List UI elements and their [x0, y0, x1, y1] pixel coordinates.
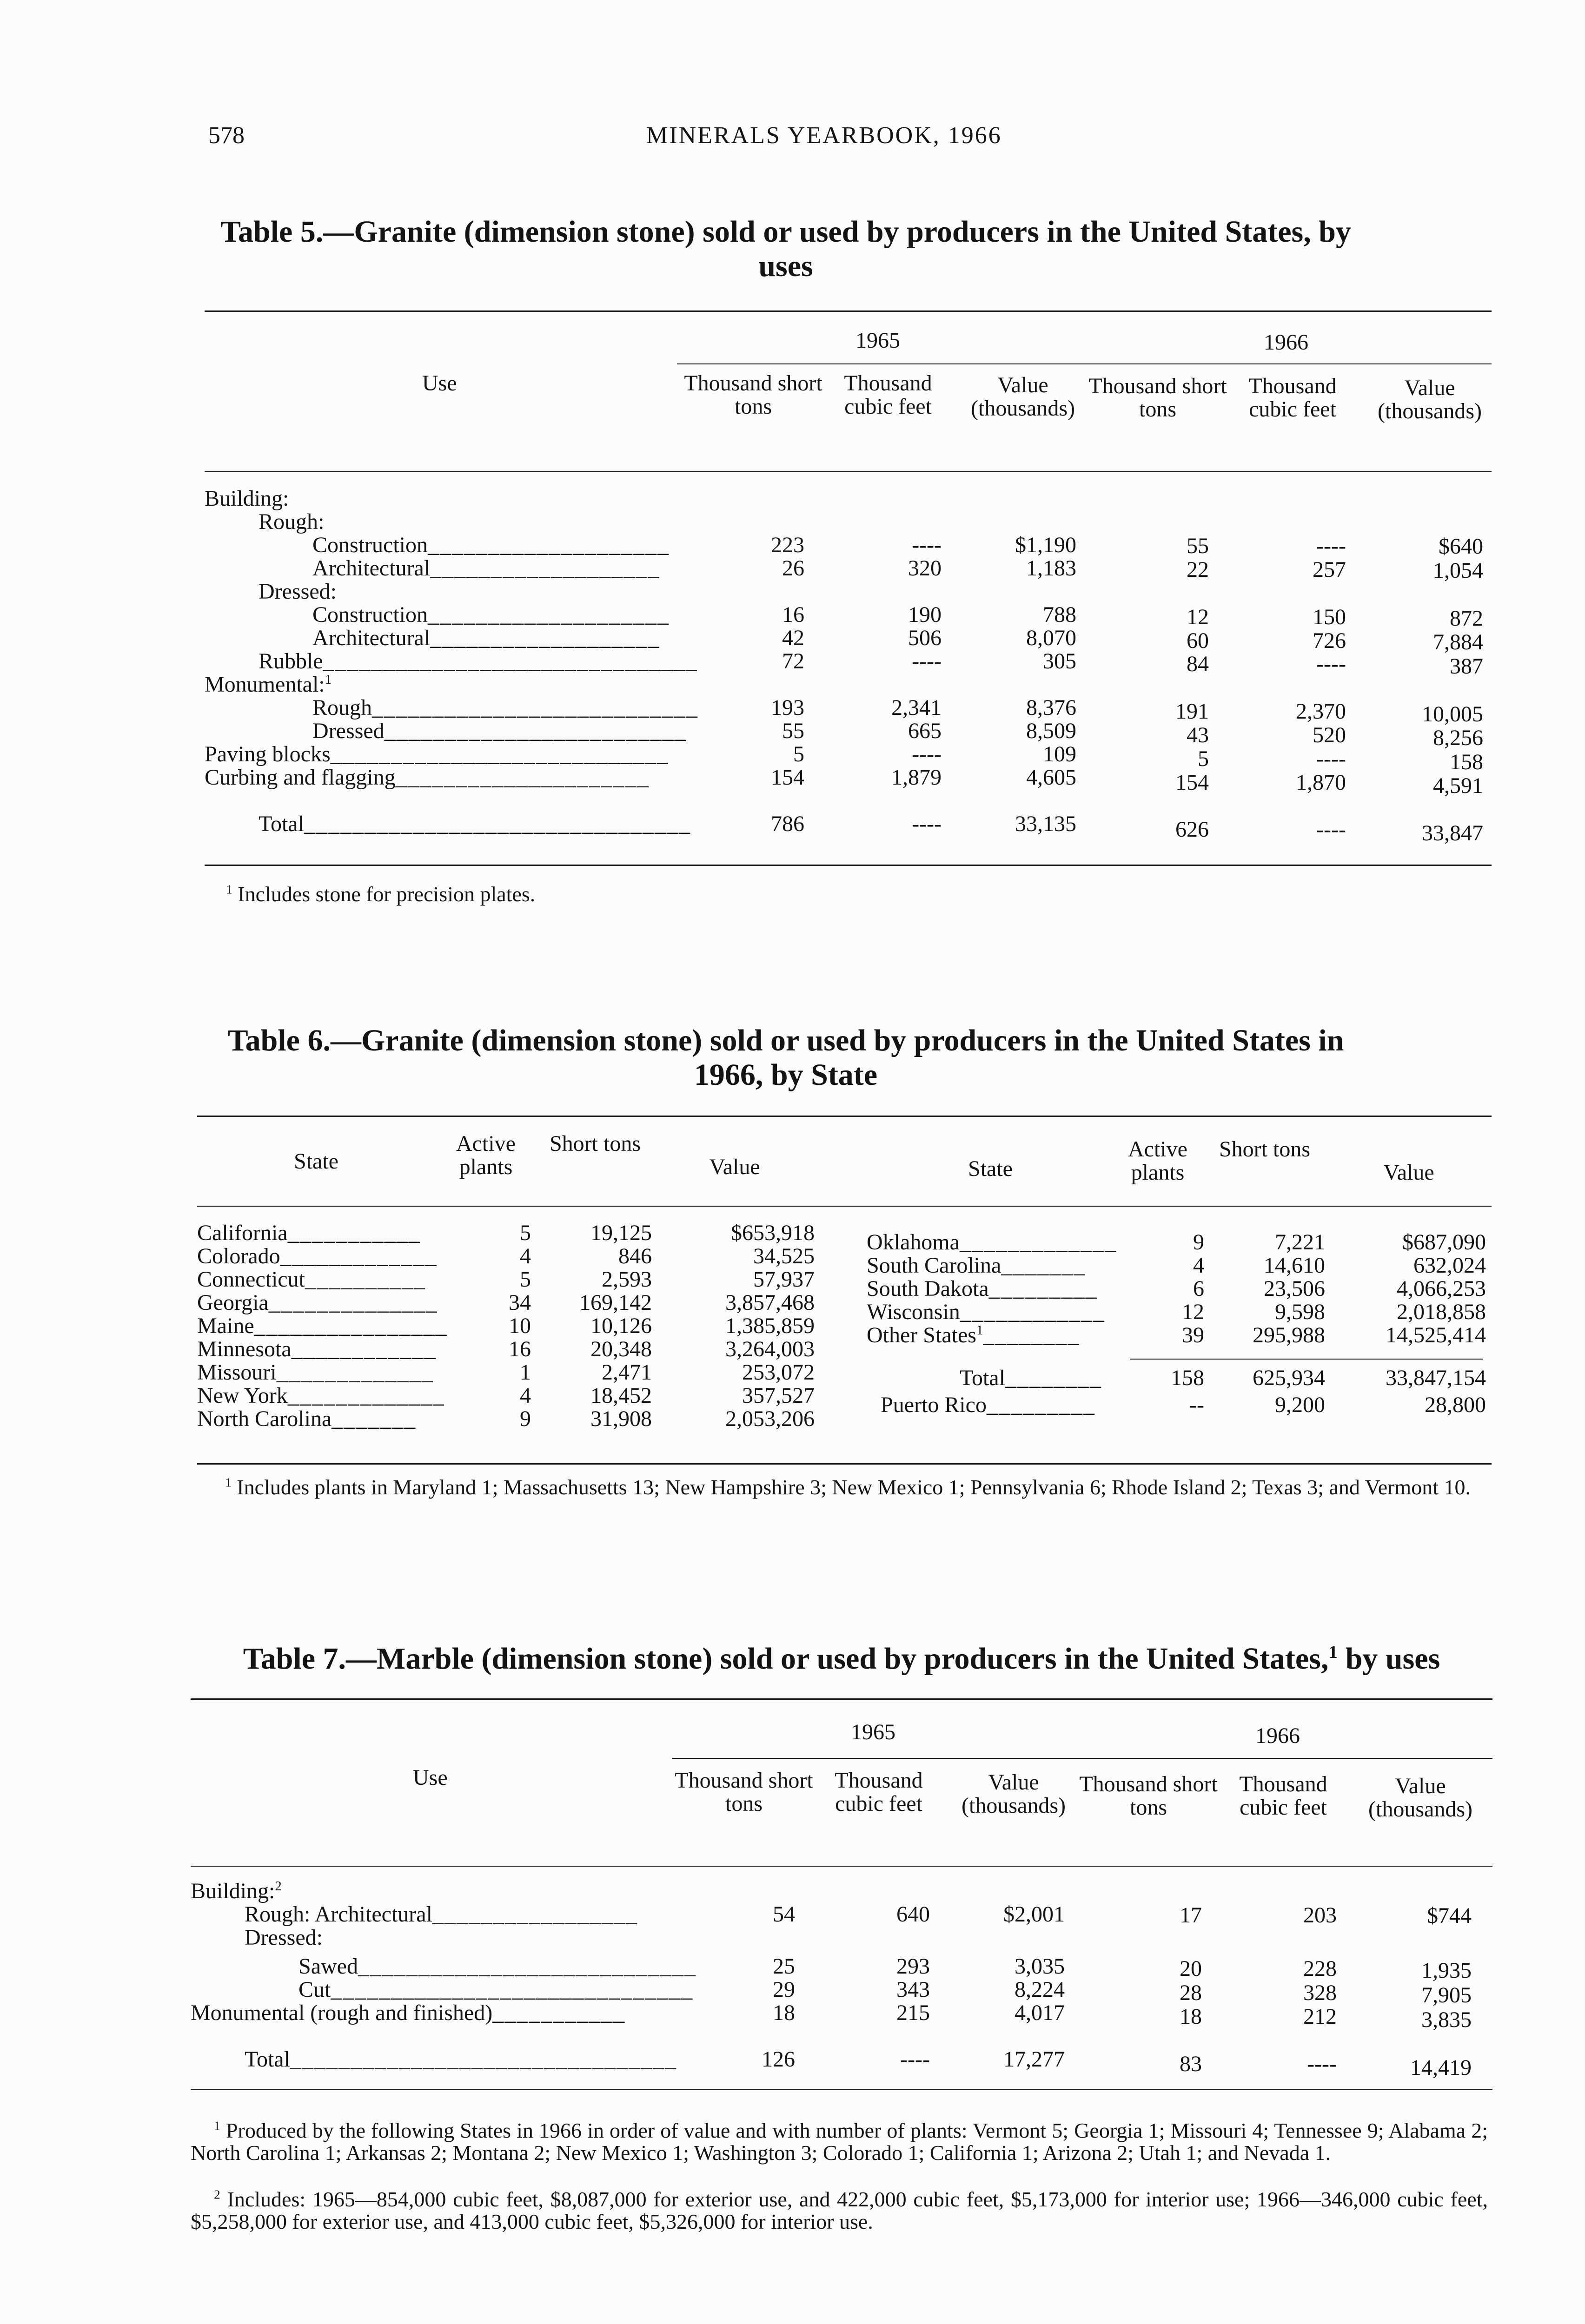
- table7-cell: $744: [1427, 1903, 1472, 1928]
- table5-cell: 22: [1187, 557, 1209, 582]
- table6-cell: 3,264,003: [725, 1337, 815, 1361]
- table7-cell: 4,017: [1015, 2000, 1065, 2025]
- table7-cell: 20: [1180, 1956, 1202, 1981]
- dot-leader: ___________________________: [372, 695, 699, 720]
- row-label-text: Cut: [298, 1977, 331, 2002]
- table6-cell: 1: [520, 1360, 531, 1385]
- table6-cell: 10,126: [590, 1314, 652, 1338]
- table5-cell: $640: [1439, 534, 1483, 559]
- table7-row-label: [245, 2048, 677, 2071]
- table7-cell: 126: [762, 2047, 795, 2072]
- dot-leader: ____________________________: [330, 742, 669, 766]
- table7-col-header: Thousand cubic feet: [1239, 1772, 1327, 1820]
- state-name: Oklahoma: [867, 1230, 960, 1254]
- row-label-text: Monumental:: [205, 672, 325, 697]
- dot-leader: _____________: [276, 1360, 434, 1385]
- footnote-marker: 1: [226, 882, 232, 897]
- table5-cell: 8,376: [1026, 695, 1076, 720]
- table7-cell: 7,905: [1421, 1983, 1472, 2007]
- table5-cell: 4,591: [1433, 773, 1483, 799]
- row-label-text: Sawed: [298, 1954, 358, 1979]
- footnote-marker: 1: [325, 672, 332, 687]
- table6-col-header: Value: [1383, 1160, 1434, 1185]
- table5-cell: 10,005: [1422, 701, 1483, 726]
- table6-cell: 6: [1193, 1276, 1204, 1301]
- footnote-marker: 2: [214, 2187, 220, 2202]
- table5-footnote: [226, 883, 535, 905]
- table7-cell: 343: [896, 1977, 930, 2002]
- table7-year-1966: 1966: [1255, 1723, 1300, 1748]
- table5-cell: ----: [912, 533, 942, 557]
- table6-cell: 34,525: [753, 1244, 815, 1268]
- table5-top-rule: [205, 310, 1492, 312]
- table5-cell: 626: [1175, 817, 1209, 842]
- state-name: Minnesota: [197, 1337, 292, 1361]
- table7-stub-header: Use: [413, 1765, 448, 1790]
- row-label-text: Curbing and flagging: [205, 765, 396, 790]
- dot-leader: ____________: [960, 1300, 1105, 1324]
- table5-cell: 190: [908, 602, 942, 627]
- table6-cell: 2,593: [602, 1267, 652, 1292]
- row-label-text: Construction: [312, 602, 428, 627]
- table6-cell: 39: [1182, 1323, 1204, 1347]
- table5-cell: 55: [782, 719, 804, 743]
- table5-cell: 154: [771, 765, 804, 790]
- state-name: New York: [197, 1383, 288, 1408]
- state-name: California: [197, 1221, 288, 1245]
- table7-cell: 18: [773, 2000, 795, 2025]
- table5-cell: 193: [771, 695, 804, 720]
- dot-leader: ________: [983, 1323, 1080, 1347]
- dot-leader: ___________________: [430, 556, 660, 581]
- table7-row-label: [191, 2001, 625, 2025]
- table5-cell: 665: [908, 719, 942, 743]
- row-label-text: Architectural: [312, 556, 431, 581]
- table6-cell: 2,018,858: [1397, 1300, 1486, 1324]
- dot-leader: ______________________________: [331, 1977, 694, 2002]
- state-name: Colorado: [197, 1244, 280, 1268]
- table7-cell: ----: [900, 2047, 930, 2072]
- table6-cell: 9,200: [1275, 1393, 1325, 1417]
- table7-cell: 28: [1180, 1980, 1202, 2005]
- table6-cell: 625,934: [1253, 1366, 1325, 1390]
- footnote-marker: 1: [1328, 1642, 1338, 1662]
- table6-cell: 253,072: [742, 1360, 815, 1385]
- table5-row-label: [205, 743, 669, 766]
- table7-row-label: [298, 1978, 693, 2001]
- dot-leader: __________: [305, 1267, 426, 1292]
- table5-cell: 8,070: [1026, 626, 1076, 650]
- table5-row-label: [312, 603, 670, 627]
- table6-cell: 158: [1171, 1366, 1204, 1390]
- table7-col-header: Value (thousands): [1368, 1774, 1472, 1822]
- table6-header-rule: [197, 1206, 1492, 1207]
- table5-year-rule: [677, 363, 1492, 364]
- table6-col-header: Short tons: [1219, 1137, 1311, 1162]
- row-label-text: Rubble: [259, 649, 323, 673]
- dot-leader: ____________________________: [358, 1954, 696, 1979]
- table7-cell: 1,935: [1421, 1958, 1472, 1983]
- table6-cell: $687,090: [1402, 1230, 1486, 1254]
- table6-cell: 1,385,859: [725, 1314, 815, 1338]
- table5-row-label: [205, 766, 650, 789]
- table6-cell: 34: [509, 1290, 531, 1315]
- table6-cell: 20,348: [590, 1337, 652, 1361]
- footnote-marker: 1: [214, 2118, 220, 2133]
- table7-header-rule: [191, 1866, 1492, 1867]
- table5-cell: 786: [771, 812, 804, 836]
- row-label-text: Dressed: [312, 719, 385, 743]
- table7-top-rule: [191, 1698, 1492, 1700]
- table7-footnote-1: [191, 2119, 1488, 2164]
- table7-cell: 203: [1303, 1902, 1337, 1928]
- table6-cell: 14,610: [1264, 1253, 1325, 1278]
- table5-cell: ----: [1316, 652, 1346, 677]
- footnote-text: Includes: 1965—854,000 cubic feet, $8,087,000 for exterior use, and 422,000 cubic feet, $5,173,000 for interior use; 1966—346,000 cubic feet, $5,258,000 for exterior use, and 413,000 cubic feet, $5,326,000 for interior use.: [191, 2187, 1488, 2233]
- dot-leader: ____________________: [428, 602, 670, 627]
- table5-cell: 84: [1187, 652, 1209, 677]
- table6-bottom-rule: [197, 1463, 1492, 1465]
- table7-title-end: by uses: [1345, 1642, 1440, 1676]
- table6-cell: 4: [520, 1244, 531, 1268]
- table5-cell: 1,054: [1433, 558, 1483, 583]
- footnote-text: Includes stone for precision plates.: [238, 882, 536, 906]
- table7-cell: 18: [1180, 2004, 1202, 2029]
- table5-cell: $1,190: [1015, 533, 1076, 557]
- table5-cell: ----: [912, 742, 942, 766]
- table7-cell: 25: [773, 1954, 795, 1979]
- row-label-text: Paving blocks: [205, 742, 331, 766]
- table7-cell: 215: [896, 2000, 930, 2025]
- table5-row-label: [205, 673, 332, 696]
- table6-col-header: Active plants: [1128, 1137, 1187, 1185]
- row-label-text: Dressed:: [245, 1925, 323, 1950]
- table6-cell: 357,527: [742, 1383, 815, 1408]
- row-label-text: Total: [259, 812, 304, 836]
- dot-leader: _______________________________: [323, 649, 698, 673]
- table7-bottom-rule: [191, 2089, 1492, 2090]
- table5-cell: 33,135: [1015, 812, 1076, 836]
- table6-cell: 33,847,154: [1386, 1366, 1486, 1390]
- table7-title-text: Table 7.—Marble (dimension stone) sold or used by producers in the United States,: [243, 1642, 1329, 1676]
- table6-cell: 5: [520, 1221, 531, 1245]
- table5-bottom-rule: [205, 865, 1492, 866]
- table5-cell: 1,879: [891, 765, 942, 790]
- table6-cell: 7,221: [1275, 1230, 1325, 1254]
- dot-leader: ________________________________: [304, 812, 691, 836]
- footnote-text: Includes plants in Maryland 1; Massachusetts 13; New Hampshire 3; New Mexico 1; Pennsylvania 6; Rhode Island 2; Texas 3; and Vermont 10.: [237, 1475, 1471, 1499]
- table7-footnote-2: [191, 2188, 1488, 2233]
- state-name: Missouri: [197, 1360, 277, 1385]
- dot-leader: _________________________: [384, 719, 687, 743]
- row-label-text: Total: [245, 2047, 290, 2072]
- table5-row-label: [312, 627, 660, 650]
- table5-row-label: [205, 487, 289, 510]
- table7-cell: 640: [896, 1902, 930, 1927]
- dot-leader: ___________: [287, 1221, 421, 1245]
- table5-col-header: Thousand short tons: [1088, 374, 1227, 422]
- table5-cell: 150: [1313, 604, 1346, 629]
- table5-cell: 8,256: [1433, 726, 1483, 751]
- table5-cell: 109: [1043, 742, 1076, 766]
- table6-cell: 9: [1193, 1230, 1204, 1254]
- table6-top-rule: [197, 1116, 1492, 1117]
- table5-row-label: [312, 720, 687, 743]
- dot-leader: ______________: [268, 1290, 438, 1315]
- table6-cell: 31,908: [590, 1406, 652, 1431]
- footnote-marker: 1: [976, 1323, 983, 1338]
- table6-col-header: Short tons: [549, 1131, 641, 1156]
- table7-col-header: Value (thousands): [962, 1770, 1066, 1818]
- table5-cell: 158: [1450, 749, 1483, 774]
- state-name: Maine: [197, 1314, 254, 1338]
- table7-col-header: Thousand cubic feet: [835, 1768, 923, 1816]
- footnote-text: Produced by the following States in 1966 in order of value and with number of plants: Vermont 5; Georgia 1; Missouri 4; Tennessee 9; Alabama 2; North Carolina 1; Arkansas 2; Montana 2; New Mexico 1; Washington 3; Colorado 1; California 1; Arizona 2; Utah 1; and Nevada 1.: [191, 2119, 1488, 2165]
- table6-cell: 19,125: [590, 1221, 652, 1245]
- table7-cell: 8,224: [1015, 1977, 1065, 2002]
- table5-row-label: [312, 557, 660, 580]
- table6-cell: 10: [509, 1314, 531, 1338]
- dot-leader: ________________: [254, 1314, 448, 1338]
- table5-cell: 320: [908, 556, 942, 581]
- dot-leader: ___________________: [430, 626, 660, 650]
- table7-row-label: [245, 1926, 323, 1949]
- row-label-text: Rough: Architectural: [245, 1902, 432, 1927]
- state-name: Other States: [867, 1323, 976, 1347]
- table5-cell: 16: [782, 602, 804, 627]
- dot-leader: _________: [988, 1276, 1098, 1301]
- table5-cell: ----: [912, 649, 942, 673]
- state-name: Puerto Rico: [881, 1393, 987, 1417]
- dot-leader: ____________: [291, 1337, 437, 1361]
- dot-leader: _____________: [280, 1244, 438, 1268]
- dot-leader: _____________: [959, 1230, 1117, 1254]
- table7-col-header: Thousand short tons: [1079, 1772, 1218, 1820]
- table5-cell: 257: [1313, 557, 1346, 582]
- table6-footnote: [197, 1476, 1492, 1499]
- table6-cell: 295,988: [1253, 1323, 1325, 1347]
- table5-cell: 506: [908, 626, 942, 650]
- table5-col-header: Value (thousands): [1378, 376, 1482, 423]
- table5-year-1965: 1965: [856, 328, 900, 353]
- running-head: MINERALS YEARBOOK, 1966: [646, 122, 1002, 149]
- table5-cell: 7,884: [1433, 630, 1483, 655]
- table5-row-label: [312, 534, 670, 557]
- table7-year-rule: [672, 1758, 1492, 1759]
- page-number: 578: [208, 122, 245, 149]
- table6-title: Table 6.—Granite (dimension stone) sold or used by producers in the United States in 1966, by State: [227, 1023, 1344, 1092]
- table6-cell: 4: [520, 1383, 531, 1408]
- dot-leader: _____________: [287, 1383, 445, 1408]
- table6-state-label: [867, 1324, 1080, 1347]
- table5-col-header: Thousand cubic feet: [1248, 374, 1337, 422]
- row-label-text: Dressed:: [259, 579, 337, 604]
- table5-cell: ----: [912, 812, 942, 836]
- table5-cell: 4,605: [1026, 765, 1076, 790]
- table5-cell: 8,509: [1026, 719, 1076, 743]
- dot-leader: _______: [332, 1406, 417, 1431]
- table6-cell: 9: [520, 1406, 531, 1431]
- table7-cell: $2,001: [1003, 1902, 1065, 1927]
- table6-cell: 846: [618, 1244, 652, 1268]
- table5-cell: 55: [1187, 533, 1209, 558]
- table5-row-label: [312, 696, 698, 720]
- table5-col-header: Thousand short tons: [684, 371, 822, 419]
- state-name: South Dakota: [867, 1276, 989, 1301]
- table6-cell: 12: [1182, 1300, 1204, 1324]
- table5-cell: 5: [793, 742, 804, 766]
- table6-cell: 5: [520, 1267, 531, 1292]
- table5-col-header: Thousand cubic feet: [844, 371, 932, 419]
- table5-cell: 72: [782, 649, 804, 673]
- table5-cell: 33,847: [1422, 821, 1483, 845]
- table5-row-label: [259, 580, 337, 603]
- table7-cell: 328: [1303, 1980, 1337, 2005]
- table6-col-header: Value: [709, 1155, 760, 1179]
- table5-cell: 26: [782, 556, 804, 581]
- table7-cell: 228: [1303, 1956, 1337, 1981]
- table5-cell: 305: [1043, 649, 1076, 673]
- dot-leader: _______: [1001, 1253, 1086, 1278]
- dot-leader: ________: [1005, 1366, 1102, 1390]
- table6-total-rule: [1130, 1359, 1483, 1360]
- table6-cell: --: [1189, 1393, 1204, 1417]
- table5-cell: 788: [1043, 602, 1076, 627]
- table6-cell: 2,053,206: [725, 1406, 815, 1431]
- state-name: North Carolina: [197, 1406, 332, 1431]
- row-label-text: Monumental (rough and finished): [191, 2000, 493, 2025]
- dot-leader: _____________________: [395, 765, 650, 790]
- table6-col-header: Active plants: [456, 1131, 516, 1179]
- table7-cell: 3,835: [1421, 2007, 1472, 2032]
- state-name: Total: [960, 1366, 1005, 1390]
- row-label-text: Architectural: [312, 626, 431, 650]
- table5-year-1966: 1966: [1264, 330, 1308, 355]
- table6-col-header: State: [968, 1156, 1013, 1181]
- table7-title: [191, 1642, 1492, 1676]
- footnote-marker: 2: [275, 1879, 282, 1894]
- table6-col-header: State: [294, 1149, 338, 1174]
- row-label-text: Building:: [191, 1879, 275, 1903]
- table6-cell: 4,066,253: [1397, 1276, 1486, 1301]
- table7-cell: 293: [896, 1954, 930, 1979]
- dot-leader: _________________: [432, 1902, 638, 1927]
- row-label-text: Construction: [312, 533, 428, 557]
- table7-row-label: [245, 1903, 638, 1926]
- table5-cell: 191: [1175, 699, 1209, 724]
- table6-cell: 57,937: [753, 1267, 815, 1292]
- table7-cell: 17,277: [1003, 2047, 1065, 2072]
- dot-leader: ____________________: [428, 533, 670, 557]
- table6-cell: $653,918: [731, 1221, 815, 1245]
- row-label-text: Building:: [205, 486, 289, 511]
- state-name: Connecticut: [197, 1267, 305, 1292]
- table5-cell: 1,870: [1296, 770, 1346, 795]
- table5-cell: ----: [1316, 817, 1346, 842]
- table7-cell: 3,035: [1015, 1954, 1065, 1979]
- table6-cell: 632,024: [1413, 1253, 1486, 1278]
- table5-stub-header: Use: [422, 371, 457, 396]
- table6-cell: 4: [1193, 1253, 1204, 1278]
- table5-cell: 60: [1187, 628, 1209, 653]
- table5-cell: 1,183: [1026, 556, 1076, 581]
- table5-cell: 12: [1187, 604, 1209, 629]
- footnote-marker: 1: [225, 1475, 232, 1490]
- table7-cell: ----: [1307, 2052, 1337, 2076]
- table5-cell: 43: [1187, 723, 1209, 748]
- table7-cell: 17: [1180, 1902, 1202, 1928]
- table5-row-label: [259, 510, 324, 534]
- table6-cell: 9,598: [1275, 1300, 1325, 1324]
- table7-cell: 29: [773, 1977, 795, 2002]
- table6-cell: 3,857,468: [725, 1290, 815, 1315]
- table5-cell: ----: [1316, 746, 1346, 772]
- table7-row-label: [298, 1955, 696, 1978]
- table5-row-label: [259, 650, 698, 673]
- table5-cell: 726: [1313, 628, 1346, 653]
- table5-cell: 223: [771, 533, 804, 557]
- table5-col-header: Value (thousands): [971, 373, 1075, 421]
- table5-row-label: [259, 812, 691, 836]
- row-label-text: Rough:: [259, 509, 325, 534]
- table5-cell: 154: [1175, 770, 1209, 795]
- table6-cell: 28,800: [1425, 1393, 1486, 1417]
- table6-state-label: [867, 1254, 1086, 1277]
- table5-cell: 42: [782, 626, 804, 650]
- table5-cell: 2,341: [891, 695, 942, 720]
- table6-cell: 169,142: [579, 1290, 652, 1315]
- table5-cell: 387: [1450, 654, 1483, 679]
- state-name: Wisconsin: [867, 1300, 960, 1324]
- table5-cell: 2,370: [1296, 699, 1346, 724]
- dot-leader: ___________: [492, 2000, 626, 2025]
- table6-cell: 14,525,414: [1386, 1323, 1486, 1347]
- state-name: South Carolina: [867, 1253, 1001, 1278]
- table5-header-rule: [205, 471, 1492, 472]
- row-label-text: Rough: [312, 695, 372, 720]
- table5-cell: 5: [1198, 746, 1209, 772]
- table5-cell: ----: [1316, 533, 1346, 558]
- table7-cell: 83: [1180, 2052, 1202, 2076]
- table5-cell: 520: [1313, 723, 1346, 748]
- table7-year-1965: 1965: [851, 1720, 895, 1744]
- table5-title: Table 5.—Granite (dimension stone) sold or used by producers in the United States, by uses: [220, 215, 1351, 283]
- table7-cell: 54: [773, 1902, 795, 1927]
- table6-cell: 16: [509, 1337, 531, 1361]
- table6-cell: 23,506: [1264, 1276, 1325, 1301]
- dot-leader: _________: [986, 1393, 1095, 1417]
- dot-leader: ________________________________: [290, 2047, 677, 2072]
- table6-cell: 18,452: [590, 1383, 652, 1408]
- table7-cell: 14,419: [1410, 2055, 1472, 2080]
- state-name: Georgia: [197, 1290, 269, 1315]
- table7-col-header: Thousand short tons: [675, 1768, 813, 1816]
- table5-cell: 872: [1450, 606, 1483, 631]
- table7-row-label: [191, 1880, 282, 1903]
- table6-cell: 2,471: [602, 1360, 652, 1385]
- table7-cell: 212: [1303, 2004, 1337, 2029]
